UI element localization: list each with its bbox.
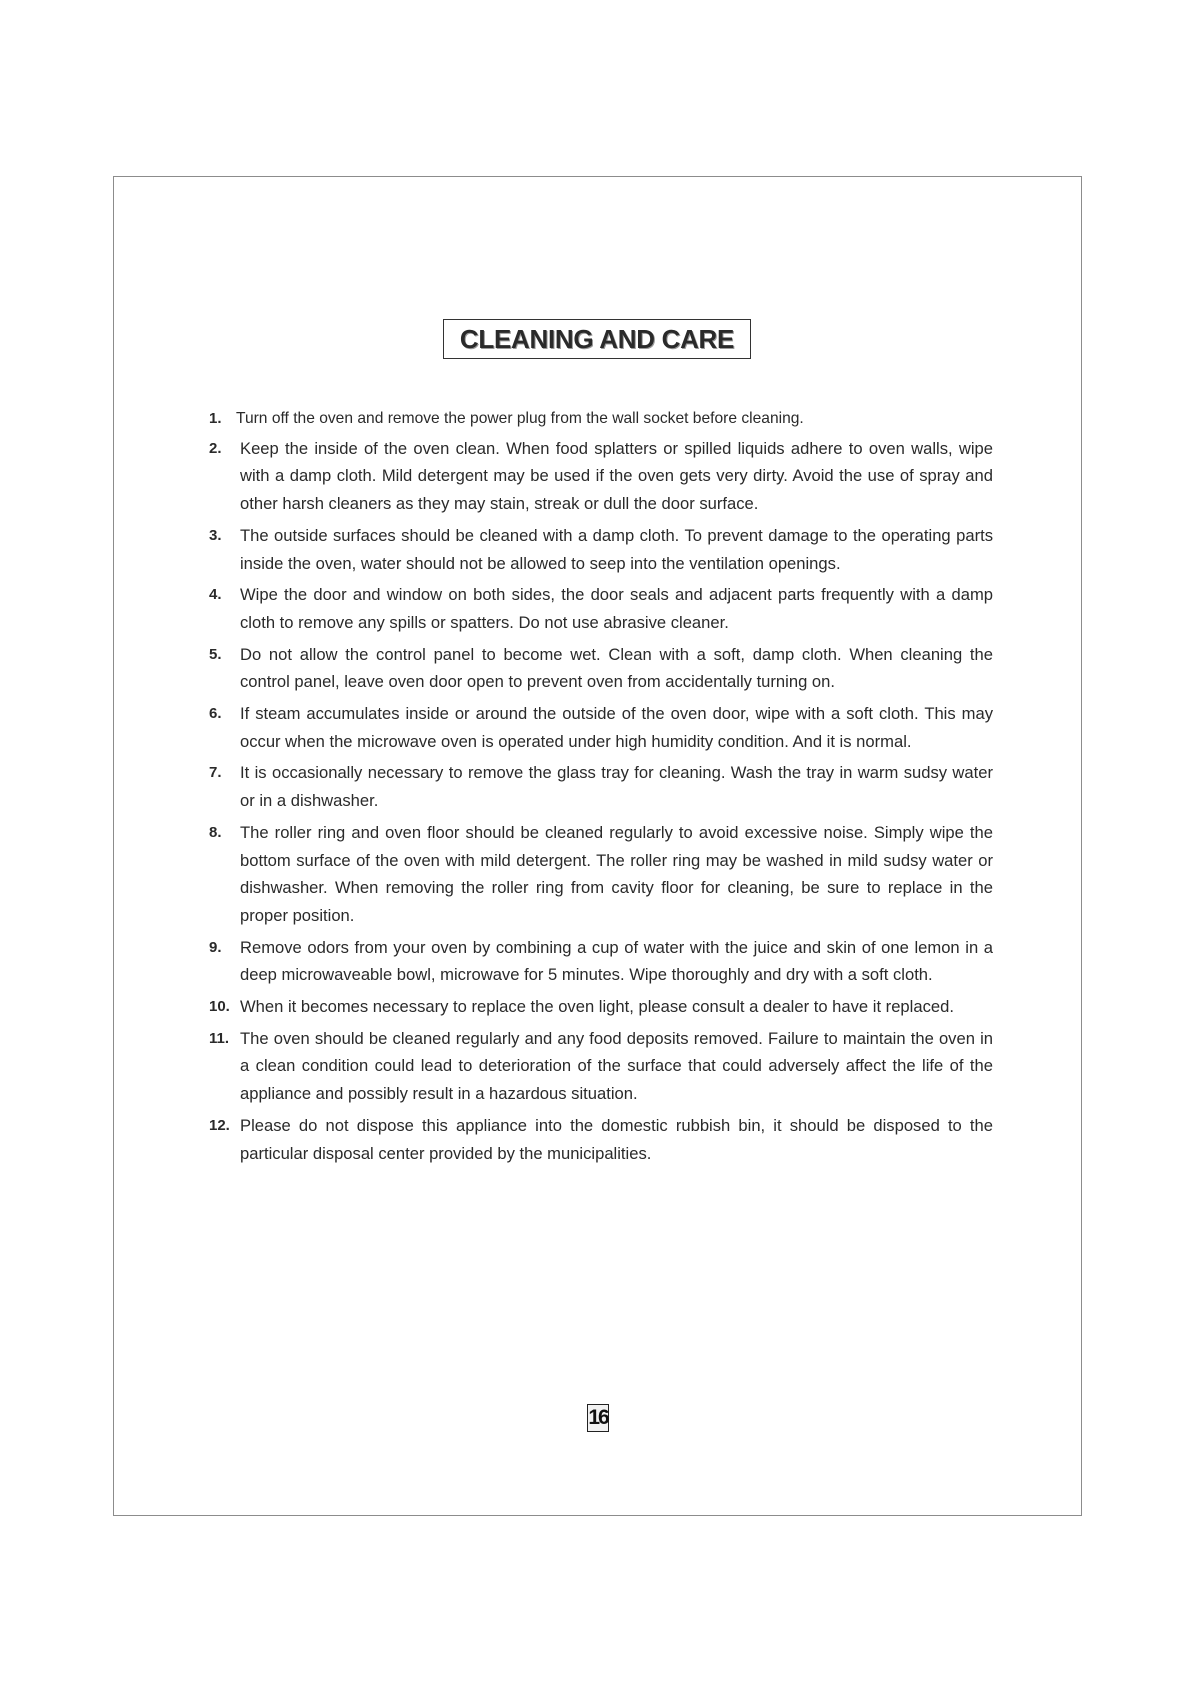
step-text: Turn off the oven and remove the power plug from the wall socket before cleaning. bbox=[236, 410, 804, 427]
step-number: 5. bbox=[209, 645, 222, 663]
page-number: 16 bbox=[587, 1404, 609, 1432]
cleaning-steps-list bbox=[206, 405, 993, 1171]
step-number: 3. bbox=[209, 526, 222, 544]
step-text: If steam accumulates inside or around the outside of the oven door, wipe with a soft cloth. This may occur when the microwave oven is operated under high humidity condition. And it is normal. bbox=[240, 704, 993, 751]
list-item bbox=[206, 405, 993, 433]
step-text: Please do not dispose this appliance into the domestic rubbish bin, it should be disposed to the particular disposal center provided by the municipalities. bbox=[240, 1115, 993, 1163]
step-text: Keep the inside of the oven clean. When food splatters or spilled liquids adhere to oven walls, wipe with a damp cloth. Mild detergent may be used if the oven gets very dirty. Avoid the use of spray and other harsh cleaners as they may stain, streak or dull the door surface. bbox=[240, 438, 993, 514]
step-text: It is occasionally necessary to remove the glass tray for cleaning. Wash the tray in warm sudsy water or in a dishwasher. bbox=[240, 763, 993, 811]
step-number: 2. bbox=[209, 439, 222, 457]
step-text: When it becomes necessary to replace the oven light, please consult a dealer to have it replaced. bbox=[240, 997, 954, 1017]
step-number: 10. bbox=[209, 998, 230, 1016]
list-item bbox=[206, 934, 993, 989]
step-number: 9. bbox=[209, 938, 222, 956]
list-item bbox=[206, 641, 993, 696]
list-item bbox=[206, 522, 993, 577]
step-number: 1. bbox=[209, 410, 222, 427]
list-item bbox=[206, 1112, 993, 1167]
step-text: Remove odors from your oven by combining a cup of water with the juice and skin of one lemon in a deep microwaveable bowl, microwave for 5 minutes. Wipe thoroughly and dry with a soft cloth. bbox=[240, 937, 993, 985]
step-text: Do not allow the control panel to become wet. Clean with a soft, damp cloth. When cleaning the control panel, leave oven door open to prevent oven from accidentally turning on. bbox=[240, 644, 993, 692]
step-text: Wipe the door and window on both sides, the door seals and adjacent parts frequently with a damp cloth to remove any spills or spatters. Do not use abrasive cleaner. bbox=[240, 585, 993, 632]
step-number: 4. bbox=[209, 586, 222, 604]
step-text: The outside surfaces should be cleaned with a damp cloth. To prevent damage to the operating parts inside the oven, water should not be allowed to seep into the ventilation openings. bbox=[240, 525, 993, 573]
list-item bbox=[206, 819, 993, 930]
list-item bbox=[206, 581, 993, 636]
section-title-box bbox=[443, 319, 751, 359]
step-text: The oven should be cleaned regularly and any food deposits removed. Failure to maintain the oven in a clean condition could lead to deterioration of the surface that could adversely affect the life of the appliance and possibly result in a hazardous situation. bbox=[240, 1028, 993, 1104]
list-item bbox=[206, 1025, 993, 1108]
step-text: The roller ring and oven floor should be cleaned regularly to avoid excessive noise. Simply wipe the bottom surface of the oven with mild detergent. The roller ring may be washed in mild sudsy water or dishwasher. When removing the roller ring from cavity floor for cleaning, be sure to replace in the proper position. bbox=[240, 822, 993, 925]
step-number: 6. bbox=[209, 705, 222, 723]
step-number: 12. bbox=[209, 1116, 230, 1134]
step-number: 7. bbox=[209, 764, 222, 782]
list-item bbox=[206, 993, 993, 1021]
step-number: 11. bbox=[209, 1029, 230, 1047]
step-number: 8. bbox=[209, 823, 222, 841]
section-title: CLEANING AND CARE bbox=[459, 323, 735, 354]
list-item bbox=[206, 435, 993, 518]
list-item bbox=[206, 759, 993, 814]
list-item bbox=[206, 700, 993, 755]
